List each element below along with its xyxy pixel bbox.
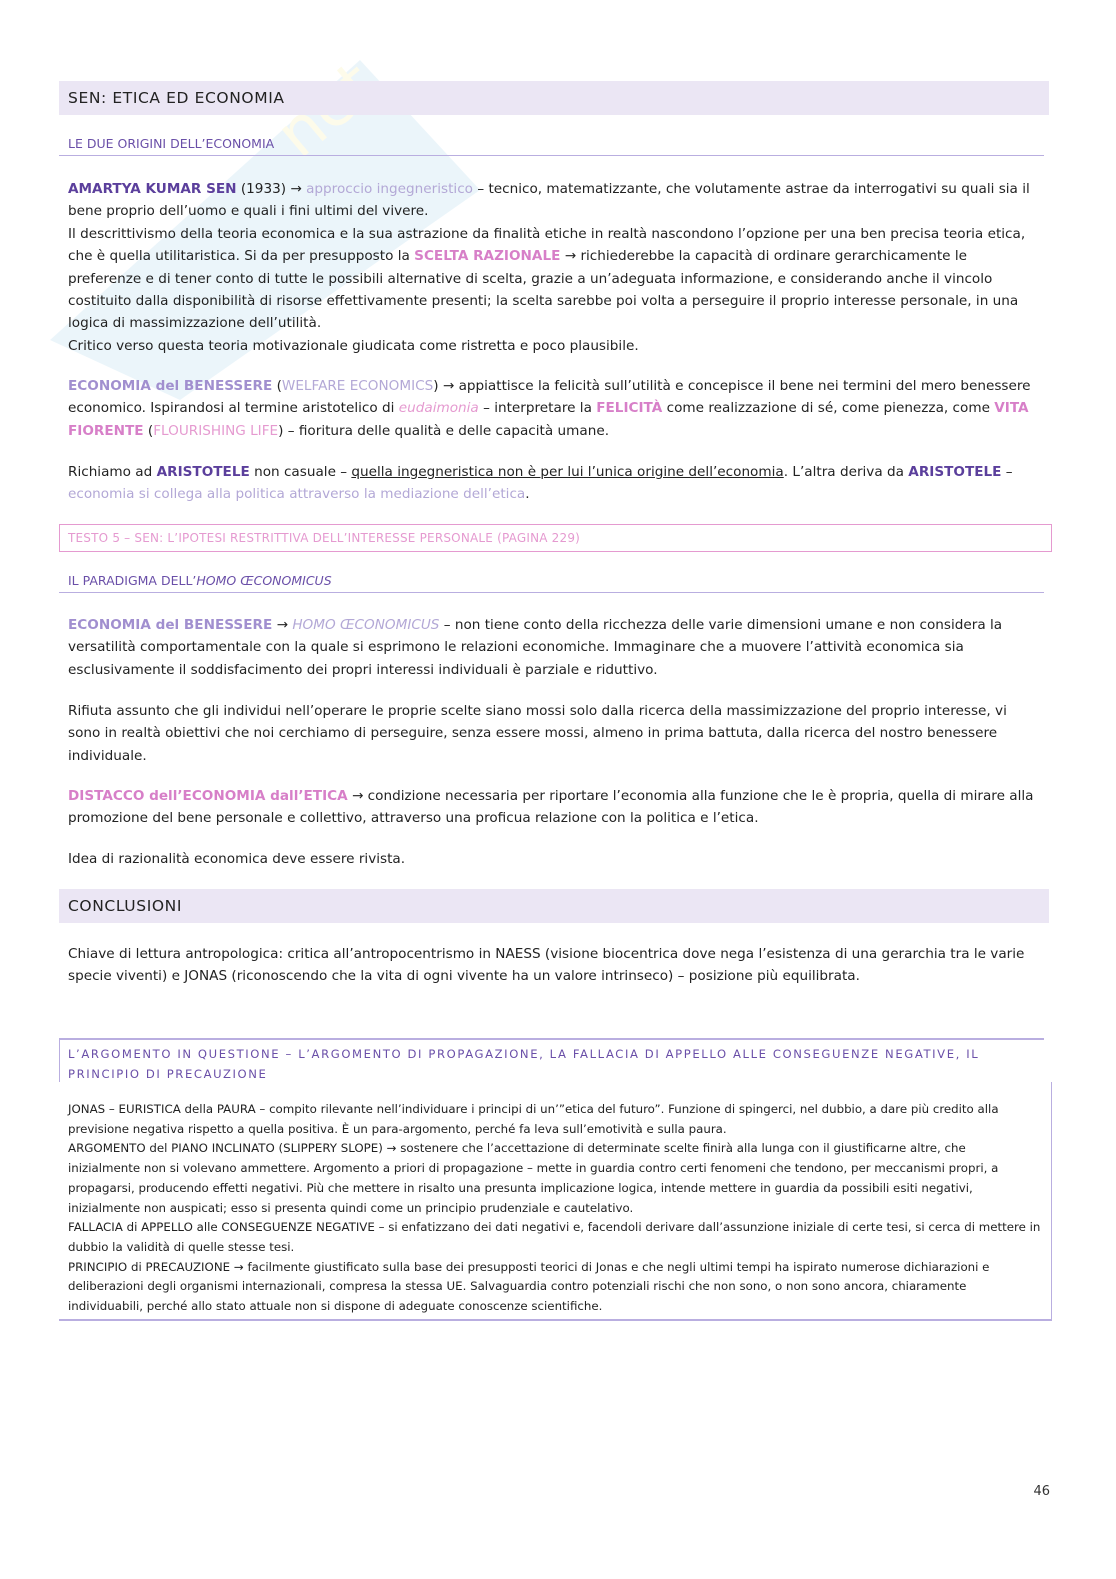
keyword-felicita: FELICITÀ	[596, 400, 663, 417]
keyword-economia-benessere: ECONOMIA del BENESSERE	[68, 617, 273, 633]
text-span: →	[272, 617, 293, 633]
keyword-economia-politica-etica: economia si collega alla politica attraverso la mediazione dell’etica	[68, 486, 526, 503]
text-span: (	[143, 422, 154, 439]
text-span: – interpretare la	[478, 400, 597, 417]
text-span: – tecnico, matematizzante, che volutamente astrae da interrogativi su quali sia il bene proprio dell’uomo e quali i fini ultimi del vivere.	[68, 181, 1030, 220]
text-span: Il descrittivismo della teoria economica e la sua astrazione da finalità etiche in realtà nascondono l’opzione per una ben precisa teoria etica, che è quella utilitaristica. Si da per presupposto la	[68, 225, 1026, 265]
keyword-approccio-ingegneristico: approccio ingegneristico	[306, 181, 473, 197]
underlined-claim: quella ingegneristica non è per lui l’unica origine dell’economia	[351, 464, 784, 480]
text-span: ) – fioritura delle qualità e delle capacità umane.	[278, 422, 610, 439]
section-title-etica-economia: SEN: ETICA ED ECONOMIA	[59, 81, 1049, 115]
text-span: ) → appiattisce la felicità sull’utilità e concepisce il bene nei termini del mero benessere economico. Ispirandosi al termine aristotelico di	[68, 378, 1031, 417]
keyword-distacco-economia-etica: DISTACCO dell’ECONOMIA dall’ETICA	[68, 788, 348, 804]
text-span: –	[1001, 464, 1013, 480]
paragraph-homo-oeconomicus	[68, 614, 1043, 681]
keyword-economia-benessere: ECONOMIA del BENESSERE	[68, 378, 273, 394]
keyword-amartya-sen: AMARTYA KUMAR SEN	[68, 181, 237, 197]
paragraph-aristotele	[68, 461, 1043, 506]
argomento-box-body	[59, 1082, 1052, 1321]
argomento-jonas: JONAS – EURISTICA della PAURA – compito rilevante nell’individuare i principi di un’”etica del futuro”. Funzione di spingerci, nel dubbio, a dare più credito alla previsione negativa rispetto a quella positiva. È un para-argomento, perché fa leva sull’emotività e sulla paura.	[68, 1102, 999, 1136]
text-span: come realizzazione di sé, come pienezza, come	[662, 400, 995, 417]
paragraph-sen-approccio	[68, 178, 1043, 357]
testo-reference-box: TESTO 5 – SEN: L’IPOTESI RESTRITTIVA DELL’INTERESSE PERSONALE (PAGINA 229)	[59, 524, 1052, 552]
keyword-welfare-economics: WELFARE ECONOMICS	[281, 378, 434, 394]
paragraph-rifiuta-assunto: Rifiuta assunto che gli individui nell’operare le proprie scelte siano mossi solo dalla ricerca della massimizzazione del proprio interesse, vi sono in realtà obiettivi che noi cerchiamo di perseguire, senza essere mossi, almeno in prima battuta, dalla ricerca del nostro benessere individuale.	[68, 703, 1007, 764]
keyword-scelta-razionale: SCELTA RAZIONALE	[414, 248, 561, 265]
text-span: → condizione necessaria per riportare l’economia alla funzione che le è propria, quella di mirare alla promozione del bene personale e collettivo, attraverso una proficua relazione con la politica e l’etica.	[68, 788, 1034, 827]
text-span: Critico verso questa teoria motivazionale giudicata come ristretta e poco plausibile.	[68, 337, 639, 354]
keyword-aristotele: ARISTOTELE	[156, 464, 250, 480]
text-span: – non tiene conto della ricchezza delle varie dimensioni umane e non considera la versatilità comportamentale con la quale si esprimono le relazioni economiche. Immaginare che a muovere l’attività economica sia esclusivamente il soddisfacimento dei propri interessi individuali è parziale e riduttivo.	[68, 617, 1003, 678]
page-number: 46	[1033, 1484, 1050, 1499]
subsection-title-homo-oeconomicus	[59, 569, 1044, 593]
argomento-box-title: L’ARGOMENTO IN QUESTIONE – L’ARGOMENTO DI PROPAGAZIONE, LA FALLACIA DI APPELLO ALLE CONSEGUENZE NEGATIVE, IL PRINCIPIO DI PRECAUZIONE	[59, 1038, 1044, 1082]
keyword-eudaimonia: eudaimonia	[398, 400, 479, 417]
paragraph-distacco	[68, 785, 1043, 830]
paragraph-razionalita: Idea di razionalità economica deve essere rivista.	[68, 851, 406, 867]
keyword-vita-fiorente: VITA FIORENTE	[68, 400, 1029, 439]
text-span: IL PARADIGMA DELL’	[68, 573, 197, 588]
paragraph-conclusioni: Chiave di lettura antropologica: critica all’antropocentrismo in NAESS (visione biocentrica dove nega l’esistenza di una gerarchia tra le varie specie viventi) e JONAS (riconoscendo che la vita di ogni vivente ha un valore intrinseco) – posizione più equilibrata.	[68, 946, 1025, 985]
text-span: non casuale –	[249, 464, 352, 480]
section-title-conclusioni: CONCLUSIONI	[59, 889, 1049, 923]
keyword-flourishing-life: FLOURISHING LIFE	[153, 422, 279, 439]
keyword-aristotele: ARISTOTELE	[908, 464, 1002, 480]
subsection-title-due-origini: LE DUE ORIGINI DELL’ECONOMIA	[59, 132, 1044, 156]
text-span: (1933) →	[236, 181, 307, 197]
keyword-homo-oeconomicus: HOMO ŒCONOMICUS	[292, 617, 440, 633]
text-span: .	[525, 486, 530, 503]
argomento-slippery-slope: ARGOMENTO del PIANO INCLINATO (SLIPPERY SLOPE) → sostenere che l’accettazione di determinate scelte finirà alla lunga con il giustificarne altre, che inizialmente non si volevano ammettere. Argomento a priori di propagazione – mette in guardia contro certi fenomeni che tendono, per meccanismi propri, a propagarsi, producendo effetti negativi. Più che mettere in risalto una presunta implicazione logica, intende mettere in guardia da possibili esiti negativi, inizialmente non auspicati; esso si presenta quindi come un principio prudenziale e cautelativo.	[68, 1141, 999, 1215]
text-span: Richiamo ad	[68, 464, 157, 480]
argomento-fallacia: FALLACIA di APPELLO alle CONSEGUENZE NEGATIVE – si enfatizzano dei dati negativi e, facendoli derivare dall’assunzione iniziale di certe tesi, si cerca di mettere in dubbio la validità di quelle stesse tesi.	[68, 1220, 1041, 1254]
paragraph-economia-benessere	[68, 375, 1043, 442]
text-span: → richiederebbe la capacità di ordinare gerarchicamente le preferenze e di tener conto di tutte le possibili alternative di scelta, grazie a un’adeguata informazione, e considerando anche il vincolo costituito dalla disponibilità di risorse effettivamente presenti; la scelta sarebbe poi volta a perseguire il proprio interesse personale, in una logica di massimizzazione dell’utilità.	[68, 248, 1019, 332]
text-span: . L’altra deriva da	[783, 464, 909, 480]
argomento-precauzione: PRINCIPIO di PRECAUZIONE → facilmente giustificato sulla base dei presupposti teorici di Jonas e che negli ultimi tempi ha ispirato numerose dichiarazioni e deliberazioni degli organismi internazionali, compresa la stessa UE. Salvaguardia contro potenziali rischi che non sono, o non sono ancora, chiaramente individuabili, perché allo stato attuale non si dispone di adeguate conoscenze scientifiche.	[68, 1259, 990, 1314]
text-span: (	[272, 378, 282, 394]
text-span: HOMO ŒCONOMICUS	[196, 573, 332, 588]
